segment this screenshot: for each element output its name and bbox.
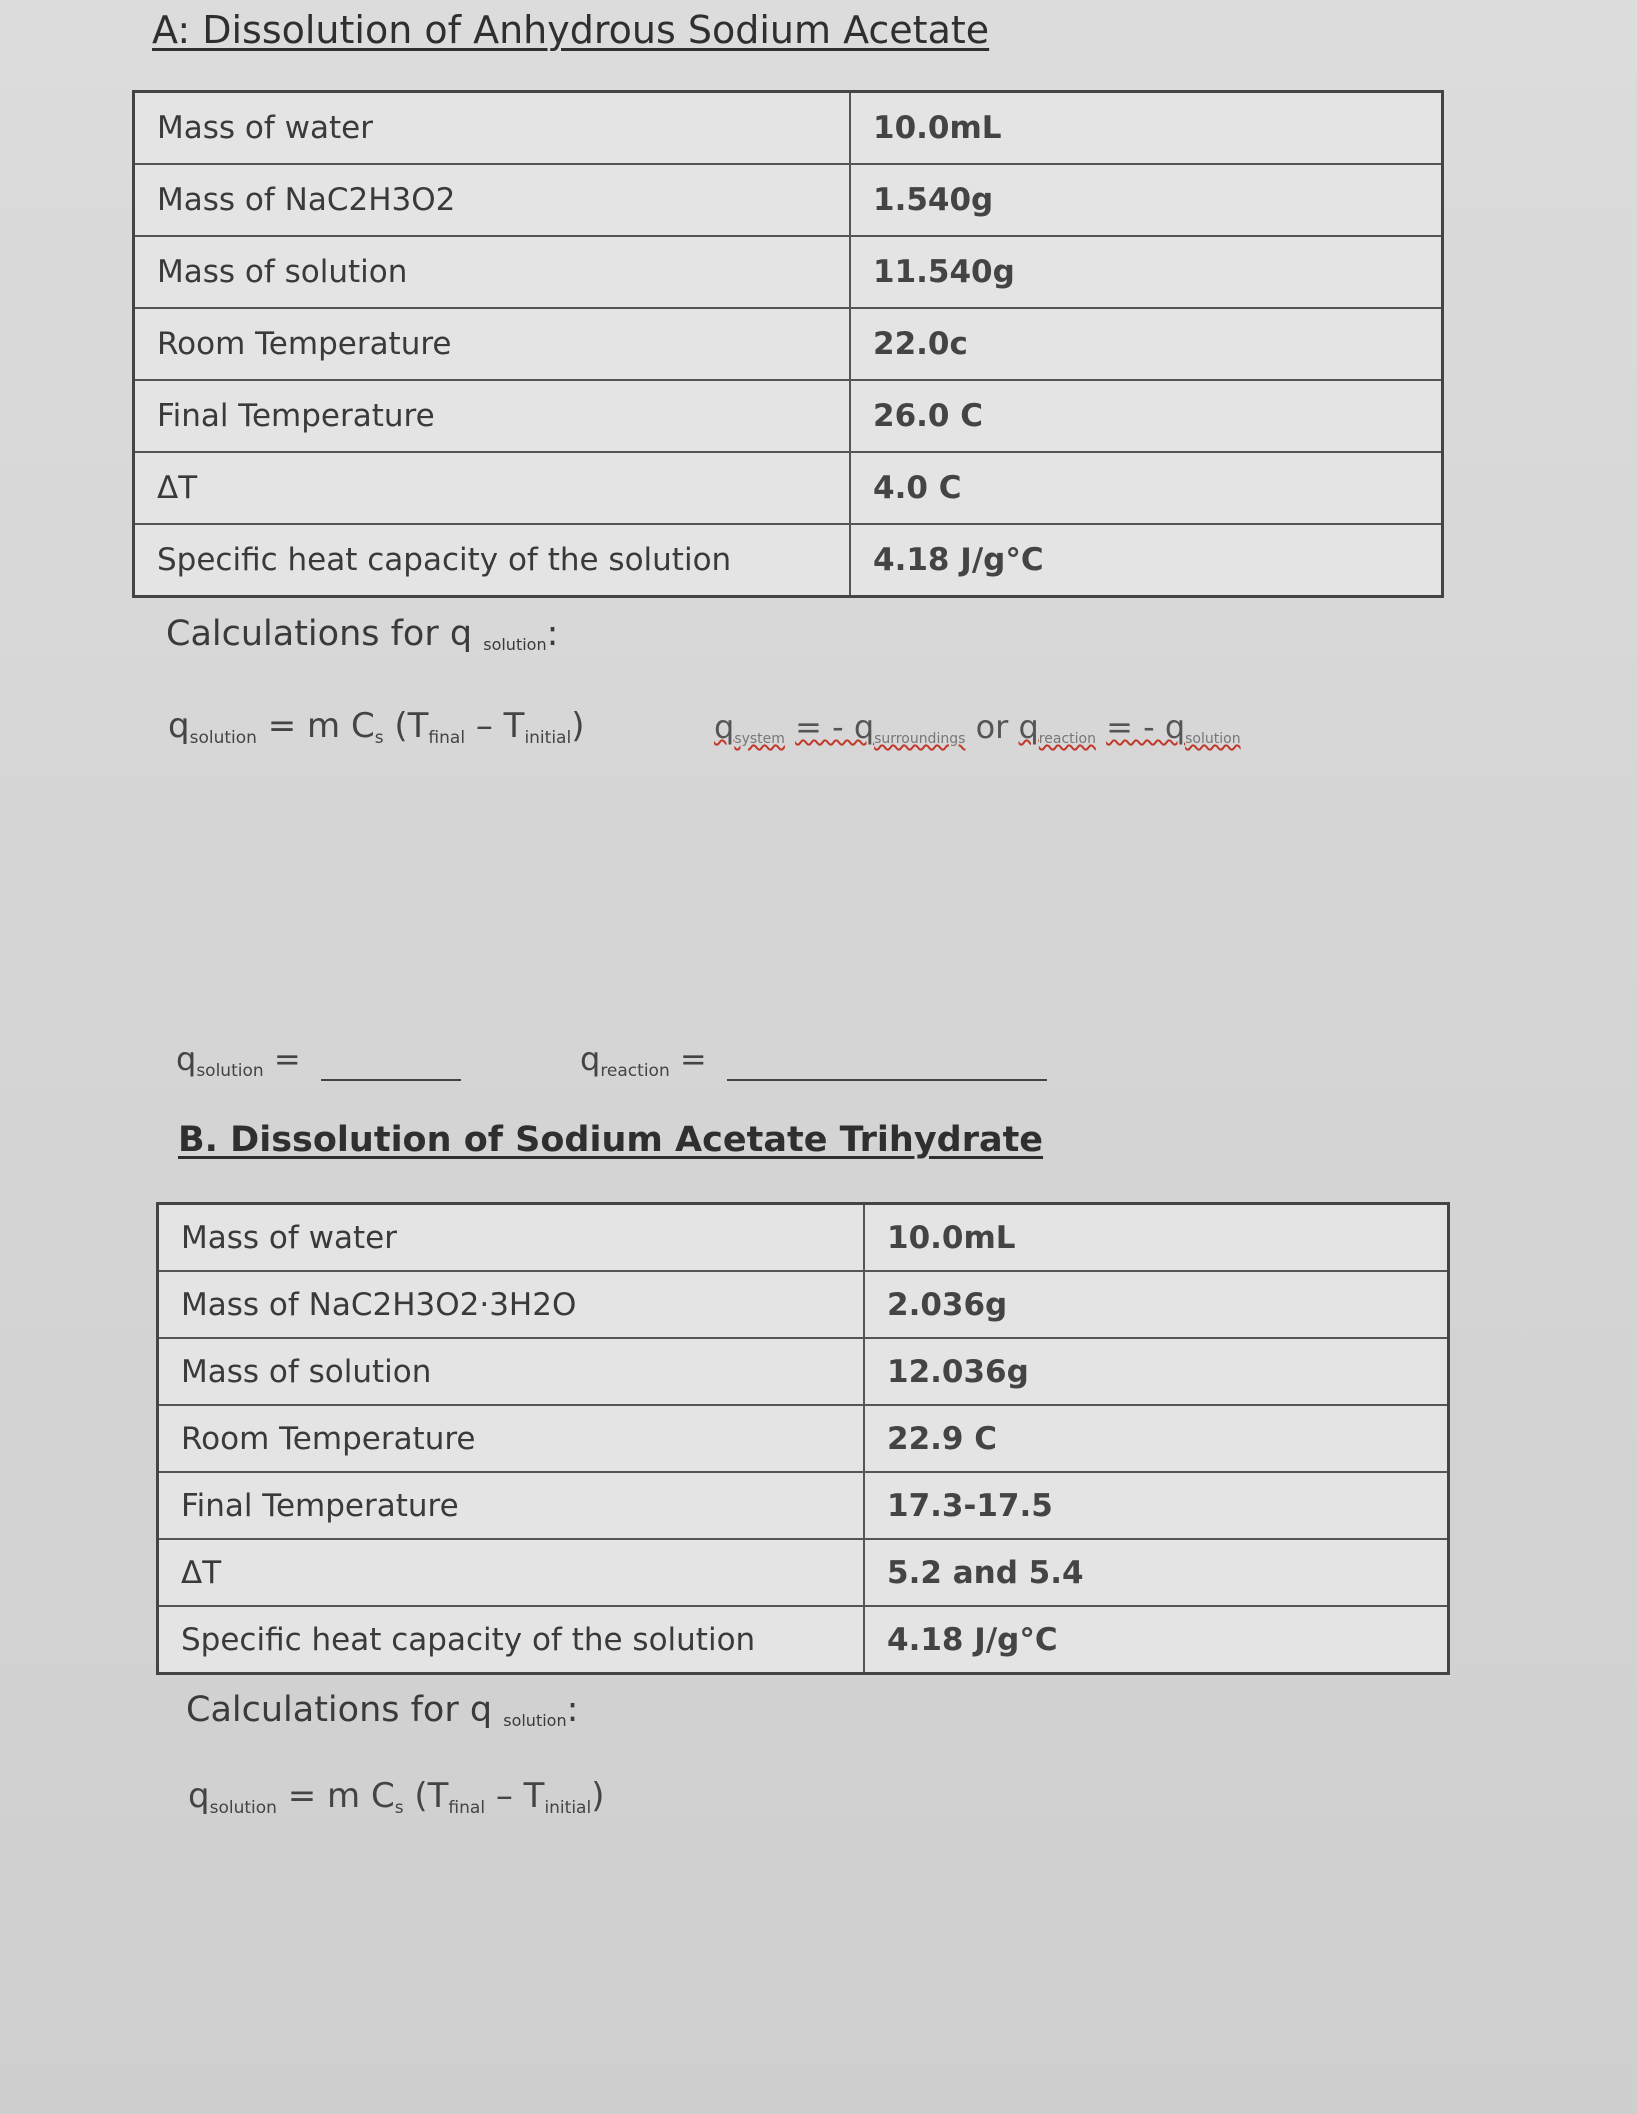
table-row xyxy=(158,1606,1449,1674)
ans-eq2: = xyxy=(679,1040,707,1078)
row-label: Mass of NaC2H3O2·3H2O xyxy=(158,1271,865,1338)
eq-rhs: = m C xyxy=(287,1776,395,1816)
eq-tfinal: (T xyxy=(394,706,429,746)
calc-heading-text: Calculations for q xyxy=(166,614,473,654)
eq-q: q xyxy=(168,706,190,746)
table-row xyxy=(158,1204,1449,1272)
eq-final-sub: final xyxy=(448,1798,486,1818)
row-value: 26.0 C xyxy=(850,380,1443,452)
eq-q-sub: solution xyxy=(189,728,257,748)
table-row xyxy=(134,452,1443,524)
row-label: Mass of NaC2H3O2 xyxy=(134,164,851,236)
rel-or: or xyxy=(975,708,1009,746)
row-label: Final Temperature xyxy=(158,1472,865,1539)
eq-q-sub: solution xyxy=(209,1798,277,1818)
q-solution-blank[interactable] xyxy=(321,1051,461,1081)
row-value: 10.0mL xyxy=(850,92,1443,165)
eq-initial-sub: initial xyxy=(524,728,572,748)
table-row xyxy=(134,164,1443,236)
row-label: Room Temperature xyxy=(158,1405,865,1472)
eq-close: ) xyxy=(571,706,585,746)
ans-q-rxn-sub: reaction xyxy=(600,1061,670,1081)
calc-heading-sub: solution xyxy=(483,635,547,654)
row-value: 10.0mL xyxy=(864,1204,1449,1272)
table-row xyxy=(134,236,1443,308)
eq-tinitial: – T xyxy=(495,1776,545,1816)
table-row xyxy=(134,308,1443,380)
table-row xyxy=(158,1472,1449,1539)
eq-final-sub: final xyxy=(428,728,466,748)
ans-q-sol: q xyxy=(176,1040,197,1078)
row-label: Specific heat capacity of the solution xyxy=(158,1606,865,1674)
row-value: 4.18 J/g°C xyxy=(864,1606,1449,1674)
rel-q3: q xyxy=(1018,708,1039,746)
table-row xyxy=(158,1405,1449,1472)
row-value: 2.036g xyxy=(864,1271,1449,1338)
section-b-table xyxy=(156,1202,1450,1675)
row-label: Final Temperature xyxy=(134,380,851,452)
eq-initial-sub: initial xyxy=(544,1798,592,1818)
row-label: Mass of solution xyxy=(134,236,851,308)
section-a-title: A: Dissolution of Anhydrous Sodium Acetate xyxy=(152,8,990,52)
ans-q-sol-sub: solution xyxy=(196,1061,264,1081)
table-row xyxy=(158,1539,1449,1606)
row-label: Room Temperature xyxy=(134,308,851,380)
table-row xyxy=(158,1271,1449,1338)
row-label: Specific heat capacity of the solution xyxy=(134,524,851,597)
q-reaction-blank[interactable] xyxy=(727,1051,1047,1081)
eq-tinitial: – T xyxy=(475,706,525,746)
q-solution-answer xyxy=(176,1040,461,1081)
eq-cs-sub: s xyxy=(374,728,384,748)
section-b-calc-heading: Calculations for q $_{solution}$: xyxy=(186,1690,579,1730)
section-a-table xyxy=(132,90,1444,598)
ans-q-rxn: q xyxy=(580,1040,601,1078)
calc-heading-text: Calculations for q xyxy=(186,1690,493,1730)
section-b-equation xyxy=(188,1776,604,1818)
row-value: 11.540g xyxy=(850,236,1443,308)
row-value: 22.9 C xyxy=(864,1405,1449,1472)
row-label: Mass of water xyxy=(134,92,851,165)
rel-sub1: system xyxy=(734,731,785,747)
q-reaction-answer xyxy=(580,1040,1047,1081)
eq-rhs: = m C xyxy=(267,706,375,746)
row-value: 5.2 and 5.4 xyxy=(864,1539,1449,1606)
row-value: 17.3-17.5 xyxy=(864,1472,1449,1539)
section-a-equation xyxy=(168,706,584,748)
row-value: 1.540g xyxy=(850,164,1443,236)
table-row xyxy=(134,92,1443,165)
rel-q1: q xyxy=(714,708,735,746)
calc-heading-sub: solution xyxy=(503,1711,567,1730)
section-a-calc-heading: Calculations for q $_{solution}$: xyxy=(166,614,559,654)
row-label: ΔT xyxy=(158,1539,865,1606)
table-row xyxy=(134,380,1443,452)
row-value: 4.18 J/g°C xyxy=(850,524,1443,597)
rel-eq2: = - q xyxy=(1106,708,1186,746)
row-value: 4.0 C xyxy=(850,452,1443,524)
eq-tfinal: (T xyxy=(414,1776,449,1816)
row-label: ΔT xyxy=(134,452,851,524)
rel-eq1: = - q xyxy=(795,708,875,746)
eq-q: q xyxy=(188,1776,210,1816)
q-relation xyxy=(714,708,1241,747)
eq-cs-sub: s xyxy=(394,1798,404,1818)
rel-sub2: surroundings xyxy=(874,731,966,747)
row-label: Mass of water xyxy=(158,1204,865,1272)
row-label: Mass of solution xyxy=(158,1338,865,1405)
ans-eq: = xyxy=(273,1040,301,1078)
rel-sub3: reaction xyxy=(1038,731,1096,747)
row-value: 12.036g xyxy=(864,1338,1449,1405)
rel-sub4: solution xyxy=(1185,731,1241,747)
table-row xyxy=(158,1338,1449,1405)
section-b-title: B. Dissolution of Sodium Acetate Trihydrate xyxy=(178,1120,1044,1160)
table-row xyxy=(134,524,1443,597)
row-value: 22.0c xyxy=(850,308,1443,380)
eq-close: ) xyxy=(591,1776,605,1816)
